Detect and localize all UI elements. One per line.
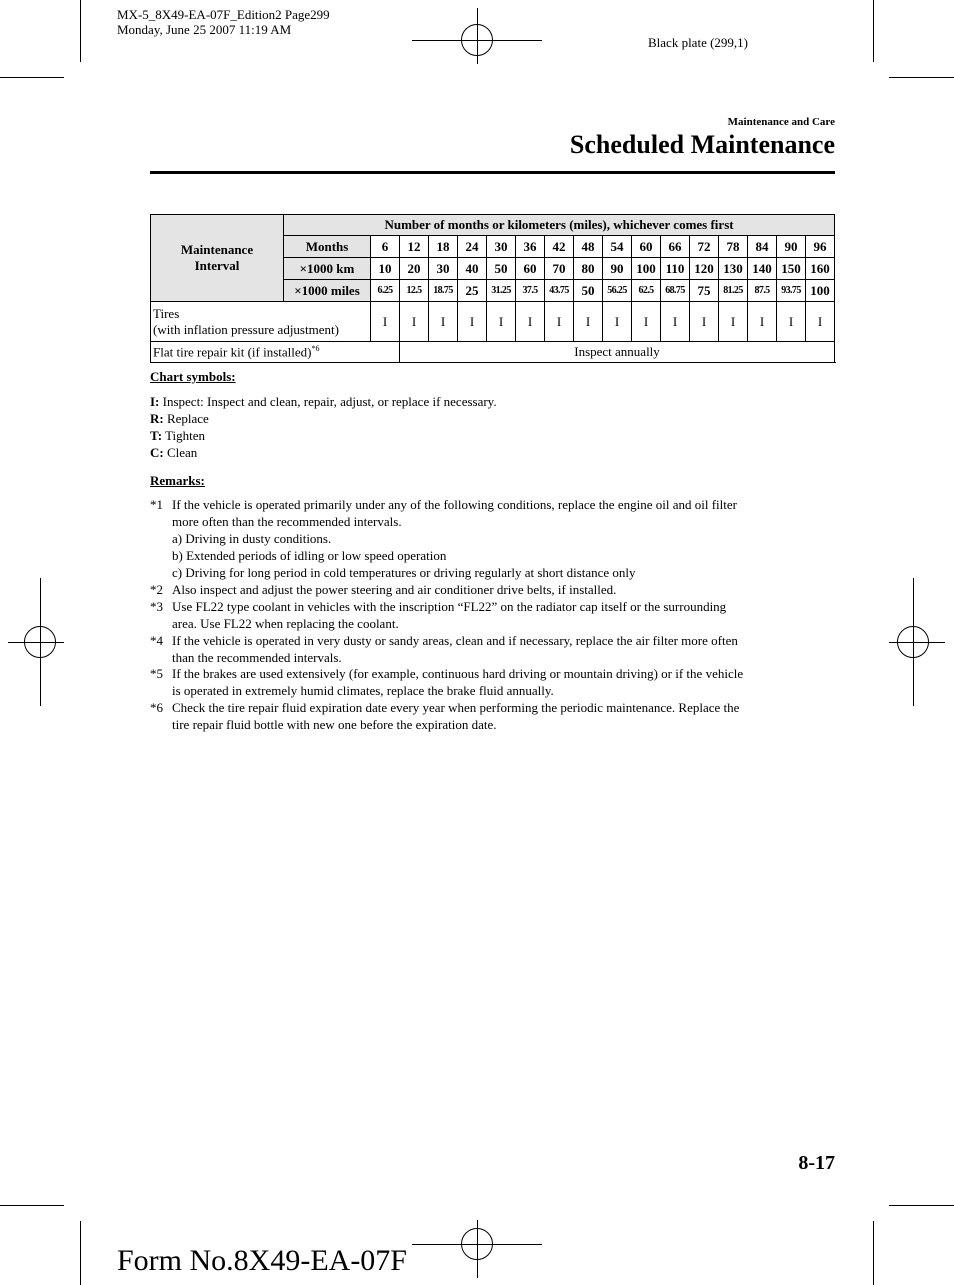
symbol-text: Clean <box>166 445 198 460</box>
remark-line: b) Extended periods of idling or low speed operation <box>172 548 447 563</box>
plate-label: Black plate (299,1) <box>648 35 748 50</box>
remarks-heading: Remarks: <box>150 473 205 488</box>
symbol-text: Inspect: Inspect and clean, repair, adjust, or replace if necessary. <box>162 394 497 409</box>
remark-key: *1 <box>150 497 163 512</box>
remark-line: c) Driving for long period in cold temperatures or driving regularly at short distance only <box>172 565 636 580</box>
miles-cell: 50 <box>574 280 603 302</box>
page-number: 8-17 <box>798 1152 835 1174</box>
section-label: Maintenance and Care <box>727 116 835 128</box>
km-cell: 30 <box>429 258 458 280</box>
months-cell: 90 <box>777 236 806 258</box>
remark-key: *2 <box>150 582 163 597</box>
tires-cell: I <box>429 302 458 342</box>
km-cell: 160 <box>806 258 835 280</box>
symbol-item <box>150 427 497 444</box>
miles-cell: 68.75 <box>661 280 690 302</box>
months-cell: 36 <box>516 236 545 258</box>
miles-cell: 25 <box>458 280 487 302</box>
miles-cell: 6.25 <box>371 280 400 302</box>
symbol-item <box>150 393 497 410</box>
km-cell: 20 <box>400 258 429 280</box>
remark-item <box>150 699 840 733</box>
tires-cell: I <box>487 302 516 342</box>
remark-key: *4 <box>150 633 163 648</box>
remark-item <box>150 632 840 666</box>
symbol-key: R: <box>150 411 164 426</box>
flat-tire-value: Inspect annually <box>400 342 835 363</box>
footnote-ref: *6 <box>311 343 320 353</box>
remark-item <box>150 581 840 598</box>
remark-line: If the vehicle is operated in very dusty or sandy areas, clean and if necessary, replace the air filter more often <box>172 633 738 648</box>
months-cell: 18 <box>429 236 458 258</box>
table-caption: Number of months or kilometers (miles), whichever comes first <box>284 215 835 236</box>
months-cell: 72 <box>690 236 719 258</box>
remark-line: tire repair fluid bottle with new one before the expiration date. <box>172 717 497 732</box>
tires-cell: I <box>371 302 400 342</box>
interval-label: Maintenance Interval <box>180 242 254 273</box>
months-cell: 24 <box>458 236 487 258</box>
months-cell: 60 <box>632 236 661 258</box>
remark-line: more often than the recommended intervals. <box>172 514 402 529</box>
miles-cell: 43.75 <box>545 280 574 302</box>
tires-cell: I <box>719 302 748 342</box>
page-title: Scheduled Maintenance <box>569 130 835 159</box>
flat-tire-row <box>151 342 835 363</box>
chart-symbols-heading: Chart symbols: <box>150 369 236 384</box>
tires-cell: I <box>458 302 487 342</box>
km-cell: 10 <box>371 258 400 280</box>
km-cell: 60 <box>516 258 545 280</box>
remark-line: If the brakes are used extensively (for example, continuous hard driving or mountain driving) or if the vehicle <box>172 666 744 681</box>
months-cell: 66 <box>661 236 690 258</box>
remark-item <box>150 496 840 581</box>
km-cell: 130 <box>719 258 748 280</box>
km-cell: 150 <box>777 258 806 280</box>
row-label: Months <box>284 236 371 258</box>
miles-cell: 93.75 <box>777 280 806 302</box>
months-cell: 48 <box>574 236 603 258</box>
symbol-item <box>150 444 497 461</box>
miles-cell: 87.5 <box>748 280 777 302</box>
km-cell: 110 <box>661 258 690 280</box>
chart-symbols-list <box>150 393 497 461</box>
tires-cell: I <box>574 302 603 342</box>
flat-tire-label-cell <box>151 342 400 363</box>
miles-cell: 56.25 <box>603 280 632 302</box>
tires-cell: I <box>748 302 777 342</box>
km-cell: 40 <box>458 258 487 280</box>
miles-cell: 100 <box>806 280 835 302</box>
tires-cell: I <box>516 302 545 342</box>
miles-cell: 18.75 <box>429 280 458 302</box>
flat-tire-label: Flat tire repair kit (if installed) <box>153 344 312 360</box>
remark-line: than the recommended intervals. <box>172 650 342 665</box>
tires-cell: I <box>632 302 661 342</box>
remark-item <box>150 665 840 699</box>
miles-cell: 81.25 <box>719 280 748 302</box>
months-cell: 54 <box>603 236 632 258</box>
symbol-key: I: <box>150 394 160 409</box>
remark-line: a) Driving in dusty conditions. <box>172 531 332 546</box>
remark-key: *3 <box>150 599 163 614</box>
km-cell: 120 <box>690 258 719 280</box>
row-label: ×1000 miles <box>284 280 371 302</box>
tires-sublabel: (with inflation pressure adjustment) <box>153 321 339 337</box>
tires-cell: I <box>545 302 574 342</box>
row-label: ×1000 km <box>284 258 371 280</box>
maintenance-table <box>150 214 835 363</box>
remark-line: area. Use FL22 when replacing the coolant. <box>172 616 399 631</box>
remark-key: *6 <box>150 700 163 715</box>
months-cell: 12 <box>400 236 429 258</box>
symbol-key: T: <box>150 428 163 443</box>
tires-cell: I <box>603 302 632 342</box>
km-cell: 140 <box>748 258 777 280</box>
months-cell: 42 <box>545 236 574 258</box>
remark-key: *5 <box>150 666 163 681</box>
tires-cell: I <box>777 302 806 342</box>
months-cell: 78 <box>719 236 748 258</box>
remark-line: Check the tire repair fluid expiration date every year when performing the periodic maintenance. Replace the <box>172 700 740 715</box>
km-cell: 100 <box>632 258 661 280</box>
form-number: Form No.8X49-EA-07F <box>117 1244 407 1277</box>
months-cell: 84 <box>748 236 777 258</box>
km-cell: 80 <box>574 258 603 280</box>
miles-cell: 37.5 <box>516 280 545 302</box>
interval-label-cell <box>151 215 284 302</box>
km-cell: 50 <box>487 258 516 280</box>
tires-cell: I <box>400 302 429 342</box>
title-rule <box>150 171 835 174</box>
months-cell: 96 <box>806 236 835 258</box>
tires-label-cell <box>151 302 371 342</box>
file-name: MX-5_8X49-EA-07F_Edition2 Page299 <box>117 7 330 22</box>
km-cell: 90 <box>603 258 632 280</box>
tires-row <box>151 302 835 342</box>
months-cell: 30 <box>487 236 516 258</box>
caption-row <box>151 215 835 236</box>
miles-cell: 31.25 <box>487 280 516 302</box>
symbol-item <box>150 410 497 427</box>
symbol-text: Tighten <box>165 428 206 443</box>
remark-line: If the vehicle is operated primarily under any of the following conditions, replace the engine oil and oil filter <box>172 497 737 512</box>
remark-line: is operated in extremely humid climates, replace the brake fluid annually. <box>172 683 554 698</box>
symbol-text: Replace <box>166 411 209 426</box>
miles-cell: 12.5 <box>400 280 429 302</box>
tires-label: Tires <box>153 305 180 321</box>
months-cell: 6 <box>371 236 400 258</box>
remark-line: Use FL22 type coolant in vehicles with the inscription “FL22” on the radiator cap itself or the surrounding <box>172 599 727 614</box>
km-cell: 70 <box>545 258 574 280</box>
print-date: Monday, June 25 2007 11:19 AM <box>117 22 292 37</box>
print-header <box>117 7 330 37</box>
remark-line: Also inspect and adjust the power steering and air conditioner drive belts, if installed. <box>172 582 617 597</box>
symbol-key: C: <box>150 445 164 460</box>
tires-cell: I <box>661 302 690 342</box>
remark-item <box>150 598 840 632</box>
tires-cell: I <box>806 302 835 342</box>
miles-cell: 62.5 <box>632 280 661 302</box>
tires-cell: I <box>690 302 719 342</box>
miles-cell: 75 <box>690 280 719 302</box>
